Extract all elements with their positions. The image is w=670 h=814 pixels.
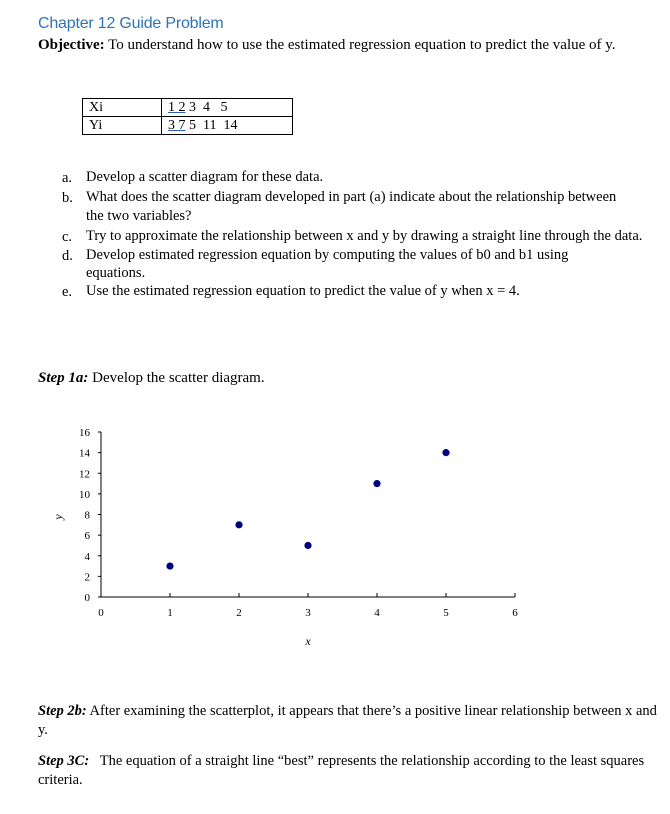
x-tick-label: 3 [305,607,311,619]
data-point [235,521,242,528]
y-tick-label: 14 [79,447,90,460]
values: 5 11 14 [185,118,238,133]
data-point [373,480,380,487]
task-text: Use the estimated regression equation to predict the value of y when x = 4. [86,283,520,299]
values: 3 4 5 [185,100,228,115]
x-tick-label: 2 [236,607,242,619]
task-item [62,282,662,302]
y-tick-label: 10 [79,488,90,501]
step-3c [38,752,668,790]
step-text: After examining the scatterplot, it appears that there’s a positive linear relationship between x and y. [38,703,657,738]
task-text: Develop estimated regression equation by computing the values of b0 and b1 using equations. [86,247,569,281]
objective-label: Objective: [38,37,105,53]
y-tick-label: 12 [79,468,90,481]
data-point [442,449,449,456]
x-tick-label: 4 [374,607,380,619]
task-marker: b. [62,189,73,206]
step-text: The equation of a straight line “best” represents the relationship according to the least squares criteria. [38,753,648,788]
underlined-values: 1 2 [168,100,186,115]
row-label: Xi [83,99,162,117]
objective-text: To understand how to use the estimated regression equation to predict the value of y. [104,37,616,53]
step-label: Step 3C: [38,753,90,769]
task-item [62,246,662,282]
task-marker: e. [62,284,73,300]
x-tick-label: 0 [98,607,104,619]
task-marker: a. [62,170,73,186]
task-item [62,168,662,188]
x-tick-label: 5 [443,607,449,619]
task-marker: d. [62,248,73,264]
chapter-title: Chapter 12 Guide Problem [38,15,224,32]
step-label: Step 1a: [38,370,89,386]
y-tick-label: 16 [79,427,90,439]
data-point [166,562,173,569]
task-marker: c. [62,228,73,245]
task-list [62,168,662,302]
y-axis-label: y [51,514,65,520]
task-text: Develop a scatter diagram for these data. [86,169,324,185]
x-axis-label: x [305,634,311,648]
table-row-y [83,117,293,135]
y-tick-label: 6 [84,530,90,543]
step-1a [38,370,265,387]
step-label: Step 2b: [38,703,87,719]
objective [38,37,616,54]
data-table [82,98,293,135]
task-item [62,227,662,247]
row-values [162,117,293,135]
y-tick-label: 4 [84,550,90,563]
underlined-values: 3 7 [168,118,186,133]
x-tick-label: 1 [167,607,173,619]
task-item [62,188,662,227]
y-tick-label: 2 [84,571,90,584]
row-values [162,99,293,117]
y-tick-label: 0 [84,592,90,604]
y-tick-label: 8 [84,509,90,522]
task-text: Try to approximate the relationship between x and y by drawing a straight line through the data. [86,227,643,244]
x-tick-label: 6 [512,607,518,619]
task-text: What does the scatter diagram developed in part (a) indicate about the relationship between the two variables? [86,188,617,224]
row-label: Yi [83,117,162,135]
data-point [304,542,311,549]
table-row-x [83,99,293,117]
scatter-chart [0,420,560,660]
step-text: Develop the scatter diagram. [88,370,265,386]
step-2b [38,702,658,740]
